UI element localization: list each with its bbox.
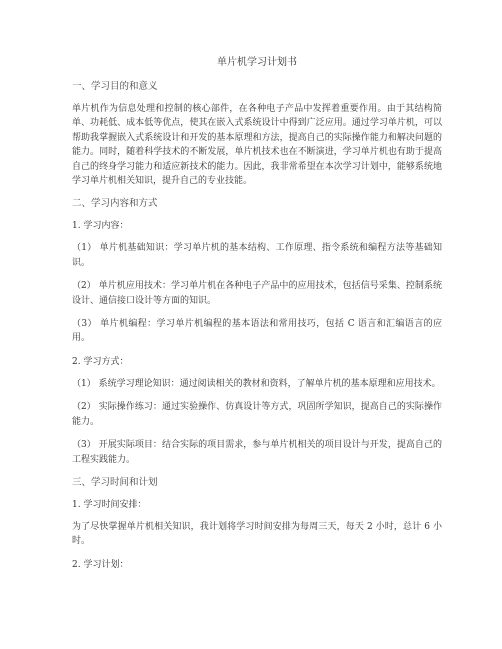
list-item: （3） 单片机编程：学习单片机编程的基本语法和常用技巧，包括 C 语言和汇编语言的应用。 <box>72 319 442 344</box>
list-item: （1） 单片机基础知识：学习单片机的基本结构、工作原理、指令系统和编程方法等基础知识。 <box>72 243 442 268</box>
document-title: 单片机学习计划书 <box>217 57 297 68</box>
paragraph-time-arrangement: 为了尽快掌握单片机相关知识，我计划将学习时间安排为每周三天，每天 2 小时，总计 6 小时。 <box>72 521 442 547</box>
paragraph-purpose: 单片机作为信息处理和控制的核心部件，在各种电子产品中发挥着重要作用。由于其结构简单、功耗低、成本低等优点，使其在嵌入式系统设计中得到广泛应用。通过学习单片机，可以帮助我掌握嵌入式系统设计和开发的基本原理和方法，提高自己的实际操作能力和解决问题的能力。同时，随着科学技术的不断发展，单片机技术也在不断演进，学习单片机也有助于提高自己的终身学习能力和适应新技术的能力。因此，我非常希望在本次学习计划中，能够系统地学习单片机相关知识，提升自己的专业技能。 <box>72 104 442 187</box>
subheading-study-method: 2. 学习方式： <box>72 356 129 367</box>
section-heading-content: 二、学习内容和方式 <box>72 198 158 210</box>
section-heading-purpose: 一、学习目的和意义 <box>72 81 158 92</box>
list-item: （2） 单片机应用技术：学习单片机在各种电子产品中的应用技术，包括信号采集、控制系统设计、通信接口设计等方面的知识。 <box>72 281 442 306</box>
subheading-study-content: 1. 学习内容： <box>72 221 129 232</box>
list-item: （1） 系统学习理论知识：通过阅读相关的教材和资料，了解单片机的基本原理和应用技术。 <box>72 378 441 389</box>
list-item: （3） 开展实际项目：结合实际的项目需求，参与单片机相关的项目设计与开发，提高自己的工程实践能力。 <box>72 440 442 465</box>
list-item: （2） 实际操作练习：通过实验操作、仿真设计等方式，巩固所学知识，提高自己的实际操作能力。 <box>72 402 442 427</box>
subheading-study-plan: 2. 学习计划： <box>72 559 129 570</box>
section-heading-schedule: 三、学习时间和计划 <box>72 476 158 488</box>
subheading-time-arrangement: 1. 学习时间安排： <box>72 499 147 510</box>
